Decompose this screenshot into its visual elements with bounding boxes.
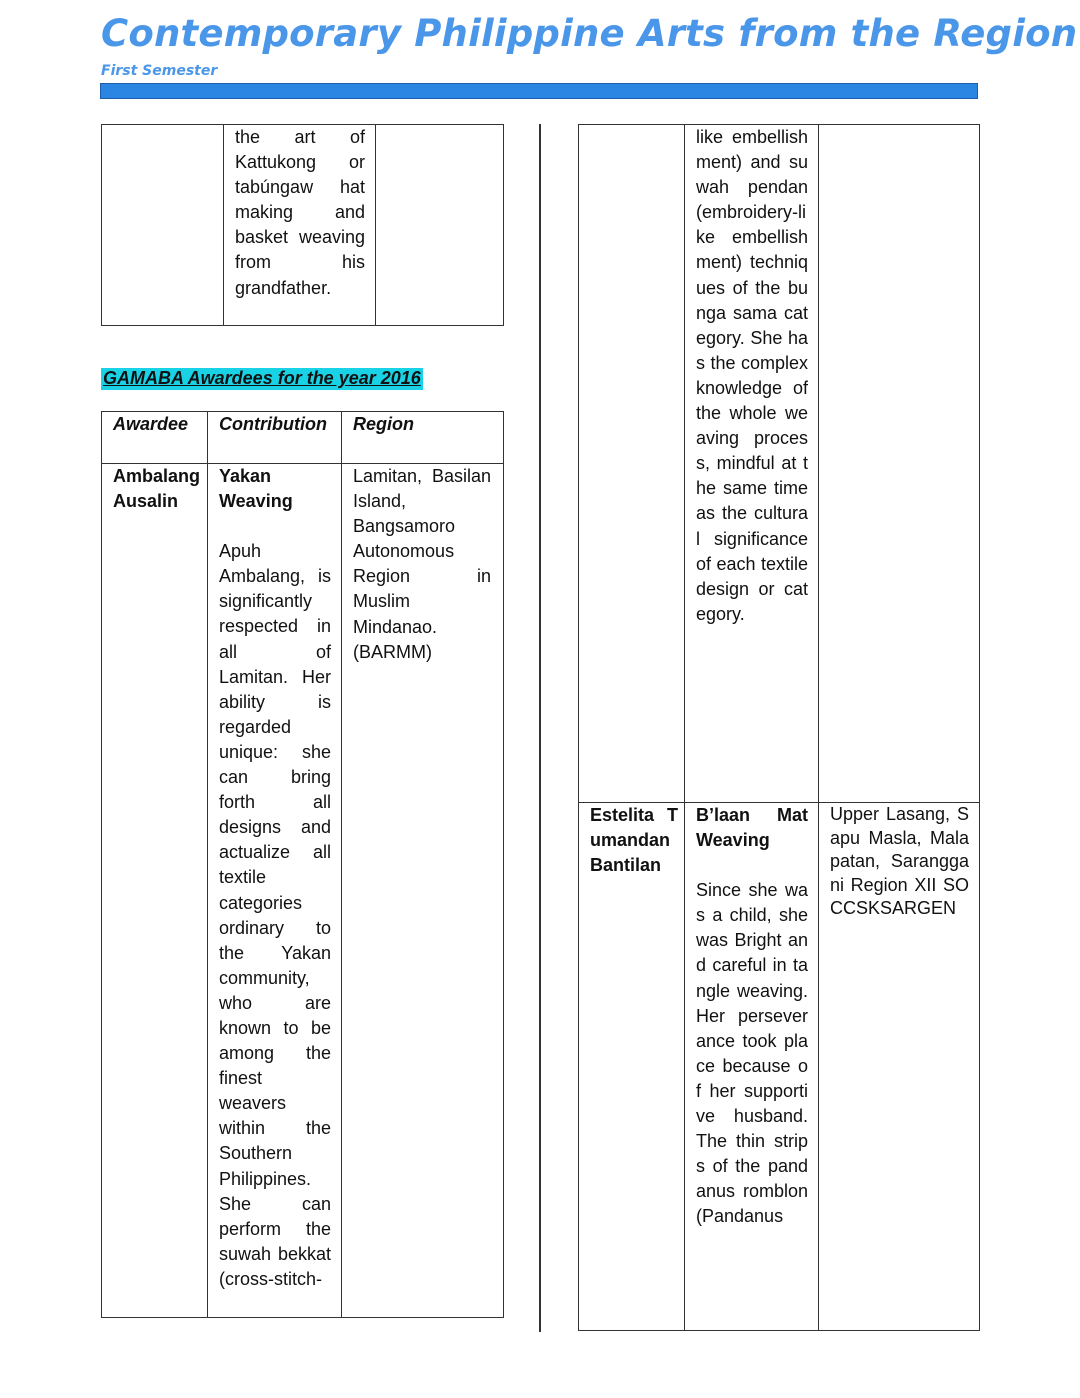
column-divider xyxy=(539,124,541,1332)
contribution-text: Apuh Ambalang, is significantly respected in all of Lamitan. Her ability is regarded unique: she can bring forth all designs and actualize all textile categories ordinary to the Yakan community, who are known to be among the finest weavers within the Southern Philippines. She can perform the suwah bekkat (cross-stitch- xyxy=(219,541,331,1289)
contribution-cell xyxy=(224,125,376,326)
document-subtitle: First Semester xyxy=(101,63,218,79)
contribution-text: Since she was a child, she was Bright and careful in tangle weaving. Her perseverance took place because of her supportive husband. The thin strips of the pandanus romblon (Pandanus xyxy=(696,880,808,1227)
awardee-cell xyxy=(102,464,208,1318)
contribution-cell xyxy=(685,125,819,803)
awardees-table xyxy=(101,411,504,1318)
table-header-row xyxy=(102,412,504,464)
region-text: Upper Lasang, Sapu Masla, Malapatan, Saranggani Region XII SOCCSKSARGEN xyxy=(830,804,969,918)
contribution-text: the art of Kattukong or tabúngaw hat making and basket weaving from his grandfather. xyxy=(235,127,365,298)
region-cell xyxy=(819,803,980,1331)
contribution-title: B’laan Mat Weaving xyxy=(696,805,808,851)
awardee-cell xyxy=(579,803,685,1331)
awardee-name: Estelita Tumandan Bantilan xyxy=(590,805,678,876)
document-title: Contemporary Philippine Arts from the Region xyxy=(101,12,1078,55)
empty-cell xyxy=(819,125,980,803)
title-rule-bar xyxy=(100,83,978,99)
header-contribution: Contribution xyxy=(208,412,342,464)
table-row xyxy=(102,464,504,1318)
table-row xyxy=(579,803,980,1331)
region-text: Lamitan, Basilan Island, Bangsamoro Autonomous Region in Muslim Mindanao. (BARMM) xyxy=(353,466,491,662)
contribution-title: Yakan Weaving xyxy=(219,466,293,512)
contribution-text: like embellishment) and suwah pendan (embroidery-like embellishment) techniques of the bunga sama category. She has the complex knowledge of the whole weaving process, mindful at the same time as the cultural significance of each textile design or category. xyxy=(696,127,808,624)
contribution-cell xyxy=(208,464,342,1318)
section-heading: GAMABA Awardees for the year 2016 xyxy=(103,368,421,388)
region-cell xyxy=(342,464,504,1318)
header-awardee: Awardee xyxy=(102,412,208,464)
continuation-table-left xyxy=(101,124,504,326)
contribution-cell xyxy=(685,803,819,1331)
empty-cell xyxy=(579,125,685,803)
empty-cell xyxy=(376,125,504,326)
table-row xyxy=(579,125,980,803)
awardee-name: Ambalang Ausalin xyxy=(113,466,201,512)
empty-cell xyxy=(102,125,224,326)
awardees-table-continued xyxy=(578,124,980,1331)
header-region: Region xyxy=(342,412,504,464)
